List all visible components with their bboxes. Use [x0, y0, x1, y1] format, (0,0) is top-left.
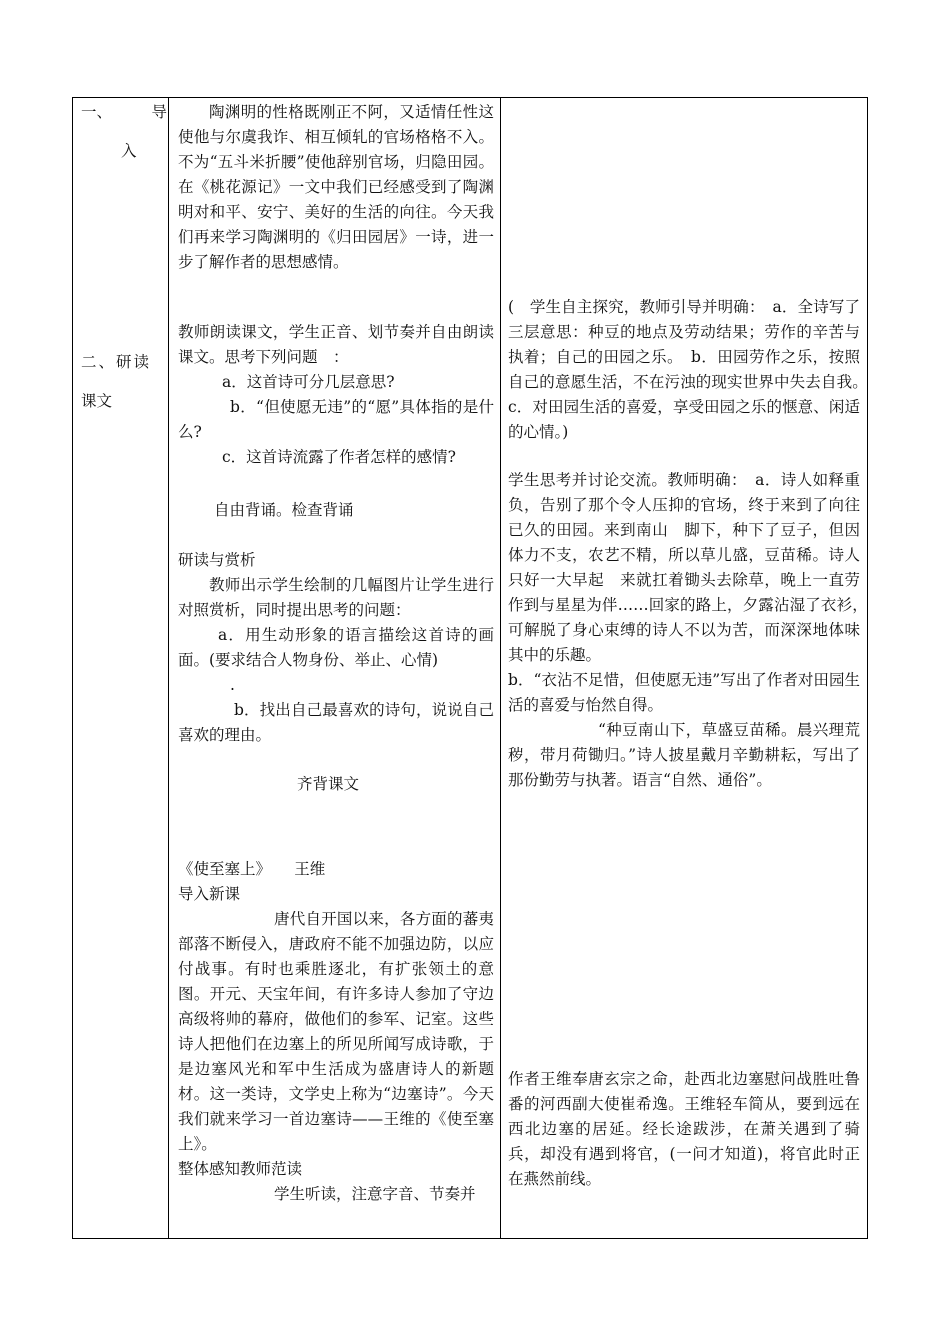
discuss-b-line: b．“衣沾不足惜，但使愿无违”写出了作者对田园生活的喜爱与怡然自得。 — [508, 671, 860, 714]
intro-paragraph: 陶渊明的性格既刚正不阿，又适情任性这使他与尔虞我诈、相互倾轧的官场格格不入。不为“五斗米折腰”使他辞别官场，归隐田园。在《桃花源记》一文中我们已经感受到了陶渊明对和平、安宁、美好的生活的向往。今天我们再来学习陶渊明的《归田园居》一诗，进一步了解作者的思想感情。 — [178, 103, 494, 271]
overall-heading: 整体感知教师范读 — [178, 1160, 303, 1178]
discuss-block — [508, 468, 876, 793]
column-divider — [500, 98, 501, 1238]
section-study-label — [81, 350, 167, 414]
new-lesson-heading: 导入新课 — [178, 885, 241, 903]
author-block — [508, 1067, 860, 1192]
reading-block — [178, 320, 494, 470]
column-divider — [168, 98, 169, 1238]
section-title-char: 导 — [151, 103, 167, 121]
question-c: c．这首诗流露了作者怎样的感情? — [222, 448, 456, 466]
section-title: 课文 — [81, 392, 113, 410]
recite-all: 齐背课文 — [296, 775, 359, 793]
study-dot: . — [230, 676, 235, 694]
study-question-a: a．用生动形象的语言描绘这首诗的画面。(要求结合人物身份、举止、心情) — [178, 626, 494, 669]
study-block — [178, 548, 494, 748]
section-title: 二、研读 — [81, 353, 152, 371]
discuss-paragraph: 学生思考并讨论交流。教师明确： a．诗人如释重负，告别了那个令人压抑的官场，终于来到了向往已久的田园。来到南山 脚下，种下了豆子，但因体力不支，农艺不精，所以草儿盛，豆苗稀。诗人只好一大早起 来就扛着锄头去除草，晚上一直劳作到与星星为伴……回家的路上，夕露沾湿了衣衫， 可解脱了身心束缚的诗人不以为苦，而深深地体味其中的乐趣。 — [508, 471, 876, 664]
explore-paragraph: ( 学生自主探究，教师引导并明确： a．全诗写了三层意思：种豆的地点及劳动结果；劳作的辛苦与执着；自己的田园之乐。 b．田园劳作之乐，按照自己的意愿生活，不在污浊的现实世界中失去自我。 c．对田园生活的喜爱，享受田园之乐的惬意、闲适的心情。) — [508, 298, 876, 441]
lesson-table — [72, 97, 876, 1239]
reading-instruction: 教师朗读课文，学生正音、划节奏并自由朗读课文。思考下列问题 ： — [178, 323, 494, 366]
recite-instruction: 自由背诵。检查背诵 — [214, 501, 354, 519]
question-a: a．这首诗可分几层意思? — [222, 373, 395, 391]
author-paragraph: 作者王维奉唐玄宗之命，赴西北边塞慰问战胜吐鲁番的河西副大使崔希逸。王维轻车简从，要到远在西北边塞的居延。经长途跋涉，在萧关遇到了骑兵，却没有遇到将官，(一问才知道)，将官此时正在燕然前线。 — [508, 1070, 860, 1188]
new-lesson-paragraph: 唐代自开国以来，各方面的蕃夷部落不断侵入，唐政府不能不加强边防，以应付战事。有时也乘胜逐北，有扩张领土的意图。开元、天宝年间，有许多诗人参加了守边高级将帅的幕府，做他们的参军、记室。这些诗人把他们在边塞上的所见所闻写成诗歌，于是边塞风光和军中生活成为盛唐诗人的新题材。这一类诗，文学史上称为“边塞诗”。今天我们就来学习一首边塞诗——王维的《使至塞上》。 — [178, 910, 494, 1153]
explore-block — [508, 295, 876, 445]
section-intro-label — [81, 100, 167, 164]
poem2-title: 《使至塞上》 王维 — [178, 860, 326, 878]
study-question-b: b．找出自己最喜欢的诗句，说说自己喜欢的理由。 — [178, 701, 494, 744]
section-number: 一、 — [81, 103, 113, 121]
study-title: 研读与赏析 — [178, 551, 256, 569]
poem2-block — [178, 857, 494, 1207]
quote-paragraph: “种豆南山下，草盛豆苗稀。晨兴理荒秽，带月荷锄归。”诗人披星戴月辛勤耕耘，写出了那份勤劳与执著。语言“自然、通俗”。 — [508, 721, 860, 789]
question-b: b．“但使愿无违”的“愿”具体指的是什么? — [178, 398, 494, 441]
intro-block — [178, 100, 494, 275]
section-title-char: 入 — [121, 142, 137, 160]
study-paragraph: 教师出示学生绘制的几幅图片让学生进行对照赏析，同时提出思考的问题： — [178, 576, 494, 619]
listen-instruction: 学生听读，注意字音、节奏并 — [274, 1185, 476, 1203]
